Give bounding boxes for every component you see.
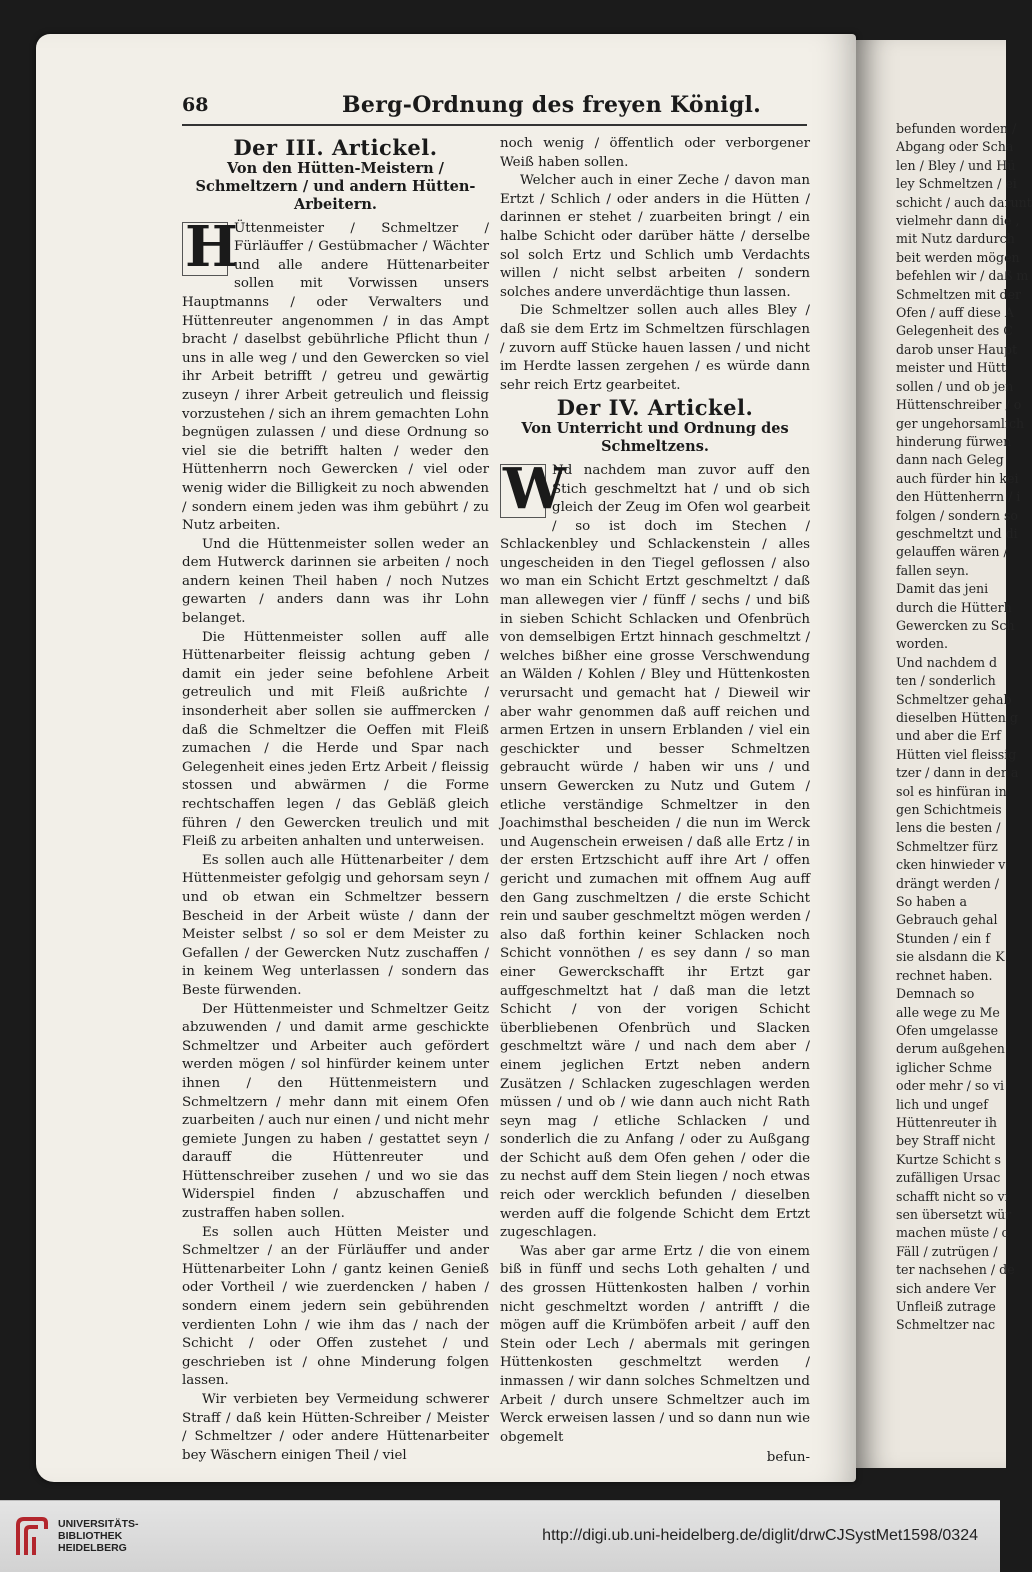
facing-page-line: den Hüttenherrn / i: [896, 489, 1021, 505]
left-column: [182, 135, 489, 1465]
facing-page-line: ley Schmeltzen / ei: [896, 176, 1017, 192]
facing-page-line: oder mehr / so vi: [896, 1078, 1005, 1094]
facing-page-line: Schmeltzen mit der: [896, 286, 1022, 302]
facing-page-line: Schmeltzer gehab: [896, 691, 1012, 707]
library-name-line: BIBLIOTHEK: [58, 1530, 123, 1542]
facing-page-line: Demnach so: [896, 986, 975, 1002]
facing-page-line: cken hinwieder v: [896, 857, 1006, 873]
facing-page-line: zufälligen Ursac: [896, 1170, 1001, 1186]
facing-page-line: Unfleiß zutrage: [896, 1299, 996, 1314]
facing-page-line: mit Nutz dardurch: [896, 231, 1015, 247]
paragraph: [500, 455, 810, 1243]
facing-page-line: drängt werden /: [896, 875, 999, 891]
facing-page-line: derum außgehen: [896, 1041, 1005, 1057]
paragraph: [182, 213, 489, 536]
facing-page-line: Ofen umgelasse: [896, 1022, 999, 1038]
facing-page-line: Schmeltzer fürz: [896, 838, 998, 854]
facing-page-line: Gebrauch gehal: [896, 912, 998, 928]
page-number: 68: [182, 94, 209, 116]
paragraph: Was aber gar arme Ertz / die von einem biß in fünff und sechs Loth gehalten / und des grossen Hüttenkosten halben / vorhin nicht geschmeltzt worden / antrifft / die mögen auff die Krümböfen arbeit / auff den Stein oder Lech / abermals mit geringen Hüttenkosten geschmeltzt werden / inmassen / wir dann solches Schmeltzen und Arbeit / durch unsere Schmeltzer auch im Werck erweisen lassen / und so dann nun wie obgemelt: [500, 1243, 810, 1445]
facing-page-line: dieselben Hütten g: [896, 710, 1018, 725]
facing-page-line: sich andere Ver: [896, 1280, 996, 1296]
facing-page-line: hinderung fürwen: [896, 433, 1012, 449]
facing-page-line: gelauffen wären /: [896, 544, 1008, 560]
facing-page-line: Abgang oder Scha: [896, 139, 1014, 155]
facing-page-line: geschmeltzt und di: [896, 525, 1018, 541]
paragraph: Die Schmeltzer sollen auch alles Bley / daß sie dem Ertz im Schmeltzen fürschlagen / zuvorn auff Stücke hauen lassen / und nicht im Herdte lassen zergehen / es würde dann sehr reich Ertz gearbeitet.: [500, 303, 810, 393]
drop-cap: H: [182, 222, 228, 276]
paragraph: Es sollen auch Hütten Meister und Schmeltzer / an der Fürläuffer und ander Hüttenarbeiter Lohn / gantz keinen Genieß oder Vortheil / wie zuerdencken / haben / sondern einem jedern sein gebührenden verdienten Lohn / wie ihm das / nach der Schicht / oder Offen zustehet / und geschrieben ist / ohne Minderung folgen lassen.: [182, 1224, 489, 1389]
facing-page-line: Gewercken zu Sch: [896, 617, 1015, 633]
facing-page-line: Kurtze Schicht s: [896, 1151, 1001, 1167]
library-name: [58, 1518, 139, 1554]
facing-page-line: ter nachsehen / de: [896, 1262, 1015, 1278]
facing-page-line: sen übersetzt wür: [896, 1206, 1012, 1222]
facing-page-line: Hütten viel fleissig: [896, 746, 1017, 762]
header-rule: [182, 124, 807, 126]
facing-page-line: ger ungehorsamlich: [896, 415, 1025, 431]
paragraph: Der Hüttenmeister und Schmeltzer Geitz abzuwenden / und damit arme geschickte Schmeltzer und Arbeiter auch gefördert werden mögen / sol hinfürder keinem unter ihnen / den Hüttenmeistern und Schmeltzern / mehr dann mit einem Ofen zuarbeiten / auch nur einen / und nicht mehr gemiete Jungen zu haben / gestattet seyn / darauff die Hüttenreuter und Hüttenschreiber zusehen / und wo sie das Widerspiel finden / abzuschaffen und zustraffen haben sollen.: [182, 1001, 489, 1222]
facing-page-line: Hüttenschreiber / o: [896, 397, 1022, 413]
article-heading: Der III. Artickel.: [233, 135, 438, 160]
facing-page-line: tzer / dann in der a: [896, 765, 1019, 781]
page-header: [182, 92, 812, 122]
facing-page-line: lens die besten /: [896, 820, 1001, 836]
facing-page-line: alle wege zu Me: [896, 1004, 1000, 1020]
facing-page-line: Gelegenheit des C: [896, 323, 1013, 339]
article-heading: Der IV. Artickel.: [556, 395, 754, 421]
facing-page-line: Stunden / ein f: [896, 930, 991, 946]
catchword: befun-: [766, 1450, 810, 1466]
facing-page-line: fallen seyn.: [896, 562, 969, 578]
facing-page-line: dann nach Geleg: [896, 452, 1004, 468]
library-logo-icon: [12, 1515, 50, 1559]
facing-page-line: Schmeltzer nac: [896, 1317, 996, 1333]
facing-page-line: sie alsdann die K: [896, 949, 1005, 965]
facing-page-line: auch fürder hin kei: [896, 470, 1019, 486]
permalink-url[interactable]: http://digi.ub.uni-heidelberg.de/diglit/drwCJSystMet1598/0324: [542, 1527, 978, 1544]
facing-page-line: sol es hinfüran in: [896, 783, 1007, 799]
paragraph-text: Nd nachdem man zuvor auff den Stich geschmeltzt hat / und ob sich gleich der Zeug im Ofen wol gearbeit / so ist doch im Stechen / Schlackenbley und Schlackenstein / alles ungescheiden in den Tiegel geflossen / also wo man ein Schicht Ertzt geschmeltzt / daß man allewegen vier / fünff / sechs / und biß in sieben Schicht Schlacken und Ofenbrüch von demselbigen Ertzt hinnach geschmeltzt / welches bißher eine grosse Verschwendung an Wälden / Kohlen / Bley und Hüttenkosten verursacht und gemacht hat / Dieweil wir aber wahr genommen daß auff reichen und armen Ertzen in unsern Erblanden / viel ein geschickter und besser Schmeltzen gebraucht würde / haben wir uns / und unsern Gewercken zu Nutz und Gutem / etliche verständige Schmeltzer in den Joachimsthal bescheiden / die nun im Werck und Augenschein erweisen / daß alle Ertz / in der ersten Ertzschicht auff ihre Art / offen gericht und zumachen mit offnem Aug auff den Gang zuschmeltzen / die erste Schicht rein und sauber geschmeltzt mögen werden / also daß forthin keiner Schlacken noch Schicht vonnöthen / es sey dann / so man einer Gewerckschafft ihr Ertzt gar auffgeschmeltzt hat / daß man die letzt Schicht / von der vorigen Schicht überbliebenen Ofenbrüch und Slacken geschmeltzt wäre / und nach dem aber / einem jeglichen Ertzt neben andern Zusätzen / Schlacken zugeschlagen werden müssen / und ob / wie dann auch nicht Rath seyn mag / etliche Schlacken / und sonderlich die zu Anfang / oder zu Außgang der Schicht auß dem Ofen gehen / oder die zu nechst auff dem Stein liegen / noch etwas reich oder wercklich befunden / dieselben werden auff die folgende Schicht dem Ertzt zugeschlagen.: [500, 462, 810, 1241]
paragraph: Es sollen auch alle Hüttenarbeiter / dem Hüttenmeister gefolgig und gehorsam seyn / und ob etwan ein Schmeltzer bessern Bescheid in der Arbeit wüste / dann der Meister selbst / so sol er dem Meister zu Gefallen / der Gewercken Nutz zuschaffen / in keinem Weg unterlassen / sondern das Beste fürwenden.: [182, 852, 489, 998]
facing-page-line: Fäll / zutrügen /: [896, 1243, 998, 1259]
facing-page-line: lich und ungef: [896, 1096, 988, 1112]
paragraph: Welcher auch in einer Zeche / davon man Ertzt / Schlich / oder anders in die Hütten / darinnen er stehet / zuarbeiten bringt / ein halbe Schicht oder darüber hätte / derselbe sol solch Ertz und Schlich umb Verdachts willen / nicht selbst arbeiten / sondern solches andere unverdächtige thun lassen.: [500, 173, 810, 300]
facing-page-line: folgen / sondern so: [896, 507, 1018, 523]
drop-cap: W: [500, 464, 546, 518]
facing-page-line: darob unser Haupt: [896, 341, 1018, 357]
facing-page-line: beit werden mögen: [896, 249, 1020, 265]
facing-page-line: sollen / und ob jen: [896, 378, 1014, 394]
facing-page-line: befunden worden /: [896, 121, 1017, 136]
facing-page-line: machen müste / c: [896, 1225, 1009, 1241]
facing-page-line: So haben a: [896, 894, 967, 910]
library-name-line: UNIVERSITÄTS-: [58, 1518, 139, 1530]
facing-page-line: und aber die Erf: [896, 728, 1001, 744]
running-title: Berg-Ordnung des freyen Königl.: [342, 92, 762, 118]
facing-page-line: Hüttenreuter ih: [896, 1114, 998, 1130]
paragraph: Und die Hüttenmeister sollen weder an dem Hutwerck darinnen sie arbeiten / noch andern keinen Theil haben / noch Nutzes gewarten / anders dann was ihr Lohn belanget.: [182, 536, 489, 627]
viewer-footer: [0, 1500, 1000, 1572]
facing-page-line: schafft nicht so vi: [896, 1188, 1009, 1204]
facing-page-line: befehlen wir / daß m: [896, 268, 1029, 284]
article-subtitle: Von den Hütten-Meistern / Schmeltzern / und andern Hütten-Arbeitern.: [195, 159, 476, 213]
facing-page-line: Damit das jeni: [896, 581, 989, 597]
facing-page-text: [896, 120, 1032, 1335]
facing-page-line: Und nachdem d: [896, 654, 998, 670]
facing-page-line: worden.: [896, 636, 949, 652]
facing-page-line: Ofen / auff diese A: [896, 305, 1014, 321]
facing-page-line: vielmehr dann die ,: [896, 213, 1020, 229]
facing-page-line: gen Schichtmeis: [896, 802, 1002, 818]
paragraph: Die Hüttenmeister sollen auff alle Hüttenarbeiter fleissig achtung geben / damit ein jeder seine befohlene Arbeit getreulich und mit Fleiß außrichte / insonderheit aber sollen sie auffmercken / daß die Schmeltzer die Oeffen mit Fleiß zumachen / die Herde und Spar nach Gelegenheit eines jeden Ertz Arbeit / fleissig stossen und abwärmen / die Forme rechtschaffen legen / das Gebläß gleich führen / den Gewercken treulich und mit Fleiß zu arbeiten anhalten und unterweisen.: [182, 629, 489, 850]
right-column: [500, 135, 810, 1468]
facing-page-line: len / Bley / und Hü: [896, 157, 1016, 173]
facing-page-line: durch die Hütterh: [896, 599, 1012, 615]
library-name-line: HEIDELBERG: [58, 1542, 127, 1554]
facing-page-line: ten / sonderlich: [896, 673, 996, 689]
paragraph-text: Üttenmeister / Schmeltzer / Fürläuffer / Gestübmacher / Wächter und alle andere Hüttenarbeiter sollen mit Vorwissen unsers Hauptmanns / oder Verwalters und Hüttenreuter angenommen / in das Ampt bracht / daselbst gebührliche Pflicht thun / uns in alle weg / und den Gewercken so viel ihr Arbeit betrifft / getreu und gewärtig zuseyn / ihrer Arbeit getreulich und fleissig vorzustehen / sich an ihrem gemachten Lohn begnügen zulassen / und diese Ordnung so viel sie die betrifft halten / weder den Hüttenherrn noch Gewercken / viel oder wenig wider die Billigkeit zu noch abwenden / sondern einem jeden was ihm gebührt / zu Nutz arbeiten.: [182, 220, 489, 534]
article-subtitle: Von Unterricht und Ordnung des Schmeltzens.: [521, 419, 789, 455]
facing-page-line: rechnet haben.: [896, 967, 993, 983]
paragraph: noch wenig / öffentlich oder verborgener Weiß haben sollen.: [500, 136, 810, 170]
facing-page-line: bey Straff nicht: [896, 1133, 996, 1149]
facing-page-line: meister und Hütt: [896, 360, 1006, 376]
facing-page-line: schicht / auch darunt: [896, 194, 1032, 210]
facing-page: [856, 40, 1032, 1468]
facing-page-line: iglicher Schme: [896, 1059, 992, 1075]
paragraph: Wir verbieten bey Vermeidung schwerer Straff / daß kein Hütten-Schreiber / Meister / Schmeltzer / oder andere Hüttenarbeiter bey Wäschern einigen Theil / viel: [182, 1392, 489, 1463]
